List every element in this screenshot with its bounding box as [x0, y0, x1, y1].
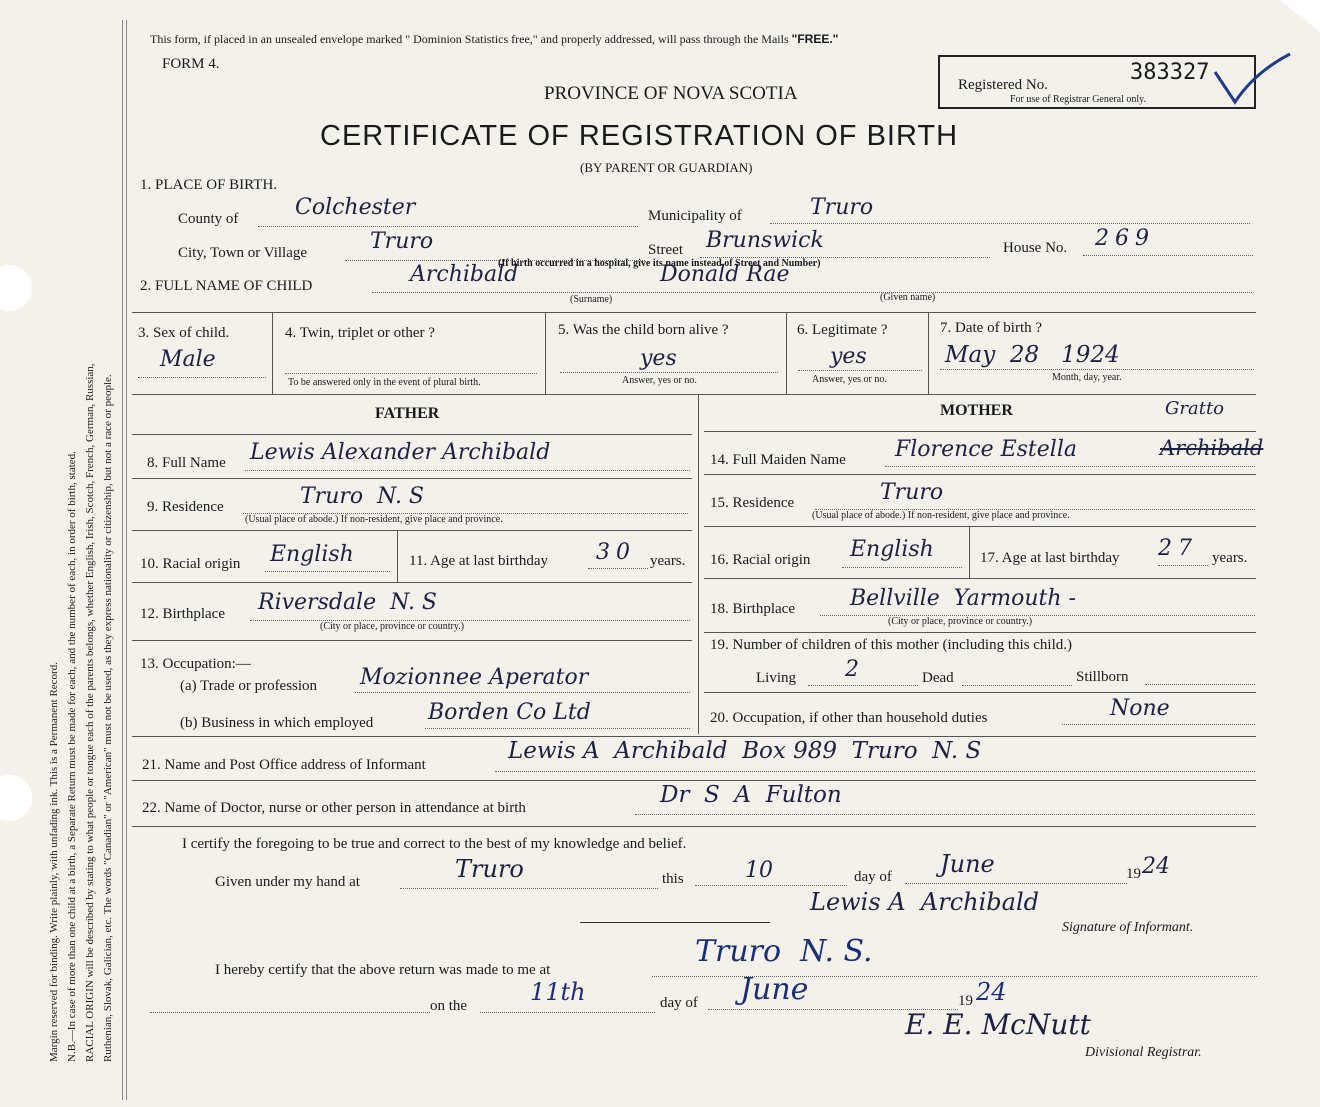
father-name-label: 8. Full Name	[147, 455, 226, 471]
twin-note: To be answered only in the event of plural birth.	[288, 377, 481, 388]
house-no-value: 269	[1095, 226, 1155, 251]
mother-residence-note: (Usual place of abode.) If non-resident, give place and province.	[812, 510, 1070, 521]
mother-maiden-correction: Gratto	[1165, 398, 1225, 419]
city-label: City, Town or Village	[178, 245, 308, 261]
given-year-prefix: 19	[1126, 866, 1141, 882]
given-at-value: Truro	[455, 855, 524, 883]
child-surname-value: Archibald	[410, 262, 519, 287]
given-month-value: June	[940, 850, 995, 878]
twin-label: 4. Twin, triplet or other ?	[285, 325, 435, 341]
municipality-value: Truro	[810, 195, 874, 220]
born-alive-label: 5. Was the child born alive ?	[558, 322, 729, 338]
father-birthplace-value: Riversdale N. S	[258, 590, 437, 615]
father-trade-value: Mozionnee Aperator	[360, 665, 589, 690]
margin-rule	[122, 20, 123, 1100]
dob-value: May 28 1924	[945, 342, 1120, 368]
registrar-place-value: Truro N. S.	[695, 934, 873, 969]
stillborn-label: Stillborn	[1076, 669, 1129, 685]
mother-age-label: 17. Age at last birthday	[980, 550, 1120, 566]
house-no-label: House No.	[1003, 240, 1068, 256]
registrar-signature: E. E. McNutt	[905, 1008, 1091, 1041]
dob-label: 7. Date of birth ?	[940, 320, 1043, 336]
margin-note: N.B.—In case of more than one child at a birth, a Separate Return must be made for each, and the number of each, in order of birth, stated.	[66, 451, 78, 1062]
father-business-value: Borden Co Ltd	[428, 700, 591, 725]
father-race-value: English	[270, 542, 354, 567]
doctor-label: 22. Name of Doctor, nurse or other person in attendance at birth	[142, 800, 526, 816]
on-the-label: on the	[430, 998, 468, 1014]
mother-age-unit: years.	[1212, 550, 1248, 566]
mail-notice: This form, if placed in an unsealed envelope marked " Dominion Statistics free," and properly addressed, will pass through the Mails "FREE."	[150, 32, 839, 46]
given-year-value: 24	[1142, 854, 1170, 879]
father-business-label: (b) Business in which employed	[180, 715, 374, 731]
registrar-year-prefix: 19	[958, 993, 973, 1009]
mother-birthplace-value: Bellville Yarmouth -	[850, 586, 1076, 611]
form-number: FORM 4.	[162, 56, 220, 72]
mother-name-value: Florence Estella	[895, 437, 1077, 462]
certify-statement: I certify the foregoing to be true and correct to the best of my knowledge and belief.	[182, 836, 687, 852]
father-age-label: 11. Age at last birthday	[409, 553, 548, 569]
mother-children-label: 19. Number of children of this mother (including this child.)	[710, 637, 1073, 653]
father-race-label: 10. Racial origin	[140, 556, 241, 572]
given-day-value: 10	[745, 858, 773, 883]
father-residence-value: Truro N. S	[300, 484, 425, 509]
mother-name-label: 14. Full Maiden Name	[710, 452, 846, 468]
registered-no-value: 383327	[1130, 60, 1210, 85]
place-of-birth-label: 1. PLACE OF BIRTH.	[140, 177, 278, 193]
informant-signature: Lewis A Archibald	[810, 888, 1039, 916]
province-title: PROVINCE OF NOVA SCOTIA	[544, 83, 798, 104]
dead-label: Dead	[922, 670, 954, 686]
informant-label: 21. Name and Post Office address of Informant	[142, 757, 426, 773]
child-given-value: Donald Rae	[660, 262, 790, 287]
registrar-label: Divisional Registrar.	[1085, 1045, 1202, 1060]
mother-age-value: 27	[1158, 536, 1198, 561]
signature-label: Signature of Informant.	[1062, 920, 1194, 935]
born-alive-note: Answer, yes or no.	[622, 375, 697, 386]
given-note: (Given name)	[880, 292, 936, 303]
street-value: Brunswick	[706, 228, 824, 253]
mother-occupation-value: None	[1110, 696, 1170, 721]
child-name-label: 2. FULL NAME OF CHILD	[140, 278, 313, 294]
born-alive-value: yes	[640, 346, 677, 371]
given-at-label: Given under my hand at	[215, 874, 360, 890]
binding-margin	[0, 0, 130, 1107]
legitimate-label: 6. Legitimate ?	[797, 322, 888, 338]
informant-value: Lewis A Archibald Box 989 Truro N. S	[508, 738, 982, 764]
father-residence-label: 9. Residence	[147, 499, 224, 515]
registrar-day-value: 11th	[530, 978, 586, 1006]
father-age-value: 30	[596, 540, 636, 565]
father-residence-note: (Usual place of abode.) If non-resident, give place and province.	[245, 514, 503, 525]
mother-residence-label: 15. Residence	[710, 495, 795, 511]
mother-heading: MOTHER	[940, 402, 1013, 419]
registered-no-note: For use of Registrar General only.	[1010, 94, 1146, 105]
father-name-value: Lewis Alexander Archibald	[250, 440, 551, 465]
mother-name-struck: Archibald	[1160, 436, 1264, 460]
city-value: Truro	[370, 229, 434, 254]
registrar-day-of-label: day of	[660, 995, 698, 1011]
day-of-label: day of	[854, 869, 892, 885]
father-trade-label: (a) Trade or profession	[180, 678, 318, 694]
mother-birthplace-note: (City or place, province or country.)	[888, 616, 1033, 627]
certificate-subtitle: (BY PARENT OR GUARDIAN)	[580, 160, 753, 175]
hospital-note: (If birth occurred in a hospital, give its name instead of Street and Number)	[498, 258, 821, 269]
registrar-year-value: 24	[976, 978, 1007, 1006]
check-mark-icon	[1210, 52, 1300, 112]
binding-hole	[0, 775, 32, 821]
father-age-unit: years.	[650, 553, 686, 569]
page-corner	[1280, 0, 1320, 32]
legitimate-value: yes	[830, 344, 867, 369]
registered-no-label: Registered No.	[958, 77, 1048, 93]
father-birthplace-label: 12. Birthplace	[140, 606, 225, 622]
certificate-title: CERTIFICATE OF REGISTRATION OF BIRTH	[320, 120, 959, 152]
this-label: this	[662, 871, 684, 887]
county-value: Colchester	[295, 195, 416, 220]
dob-note: Month, day, year.	[1052, 372, 1122, 383]
county-label: County of	[178, 211, 239, 227]
registrar-statement: I hereby certify that the above return was made to me at	[215, 962, 551, 978]
surname-note: (Surname)	[570, 294, 613, 305]
doctor-value: Dr S A Fulton	[660, 782, 842, 808]
father-birthplace-note: (City or place, province or country.)	[320, 621, 465, 632]
mother-residence-value: Truro	[880, 480, 944, 505]
mother-occupation-label: 20. Occupation, if other than household duties	[710, 710, 988, 726]
street-label: Street	[648, 242, 683, 258]
municipality-label: Municipality of	[648, 208, 742, 224]
registrar-month-value: June	[740, 972, 809, 1007]
living-value: 2	[845, 657, 859, 682]
mother-race-label: 16. Racial origin	[710, 552, 811, 568]
father-occupation-label: 13. Occupation:—	[140, 656, 251, 672]
margin-note: RACIAL ORIGIN will be described by stating to what people or tongue each of the parents belongs, whether English, Irish, Scotch, French, German, Russian,	[84, 363, 96, 1062]
margin-note: Ruthenian, Slovak, Galician, etc. The words "Canadian" or "American" must not be used, as they express nationality or citizenship, but not a race or people.	[102, 374, 114, 1062]
living-label: Living	[756, 670, 796, 686]
sex-value: Male	[160, 347, 216, 372]
mother-birthplace-label: 18. Birthplace	[710, 601, 795, 617]
binding-hole	[0, 265, 32, 311]
father-heading: FATHER	[375, 405, 440, 422]
legitimate-note: Answer, yes or no.	[812, 374, 887, 385]
sex-label: 3. Sex of child.	[138, 325, 230, 341]
registered-no-box	[938, 55, 1256, 109]
mother-race-value: English	[850, 537, 934, 562]
margin-note: Margin reserved for binding. Write plainly, with unfading ink. This is a Permanent Record.	[48, 662, 60, 1062]
margin-rule	[126, 20, 127, 1100]
